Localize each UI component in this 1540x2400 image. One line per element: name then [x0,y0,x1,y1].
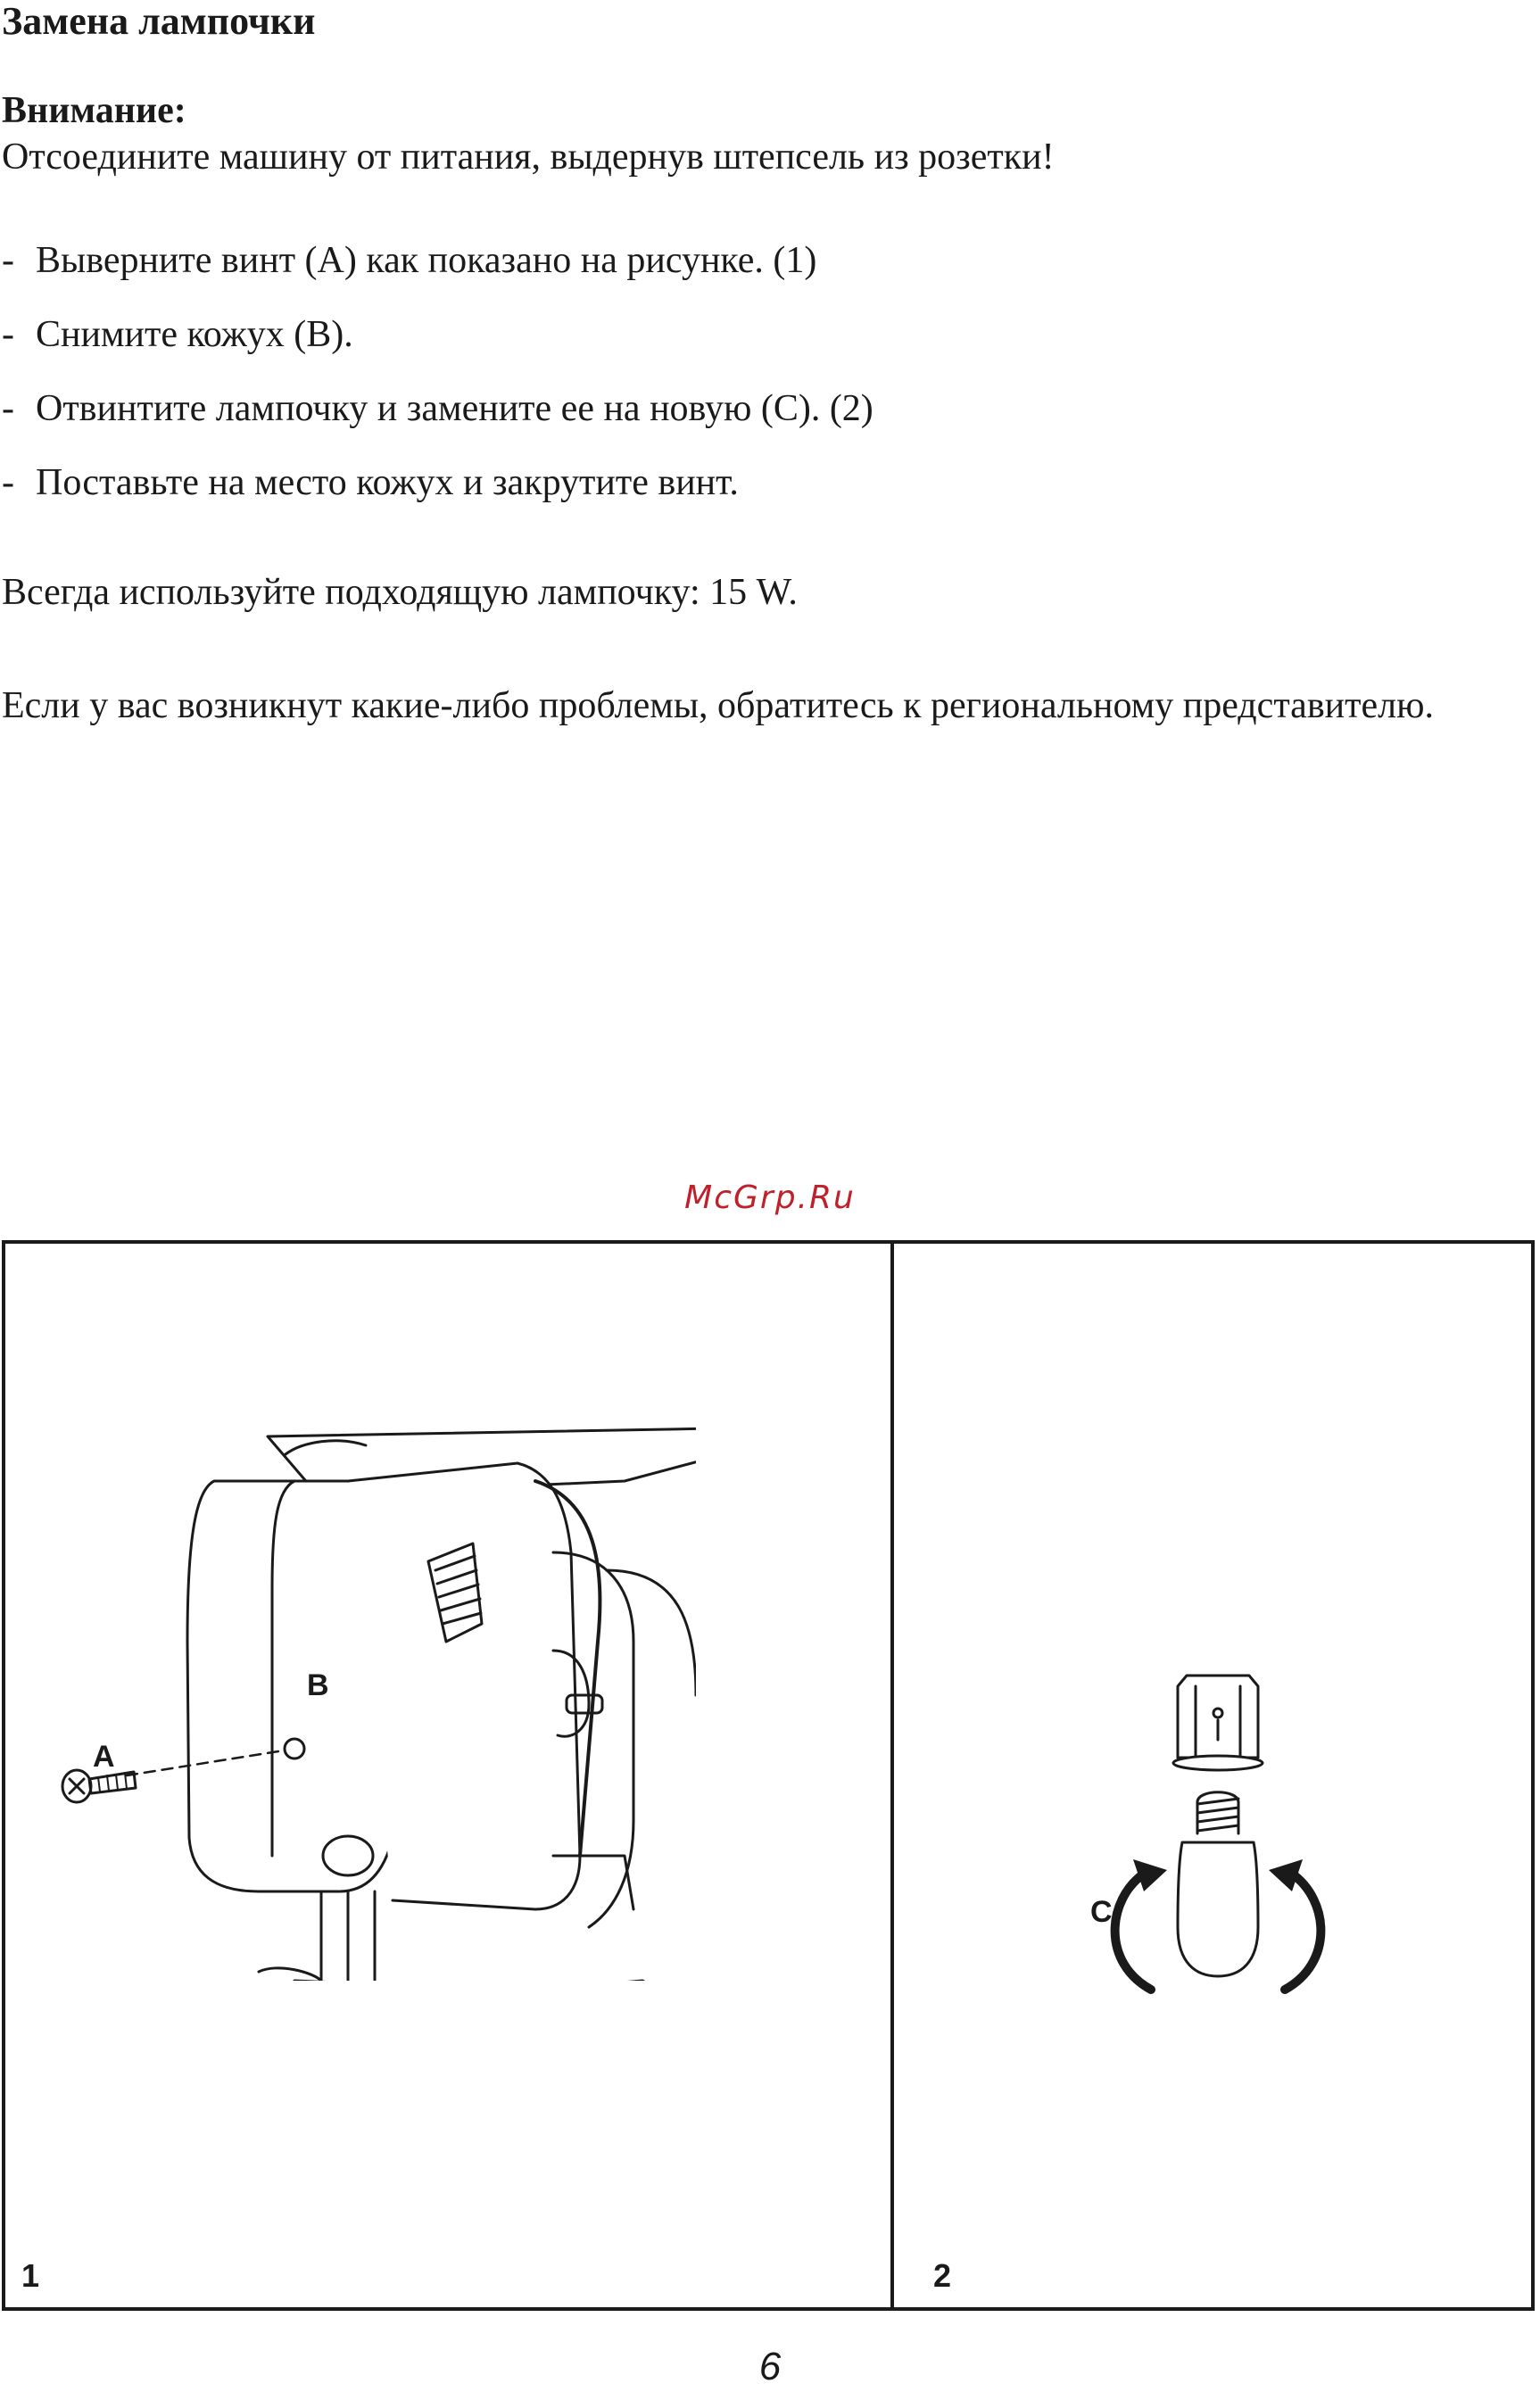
step-item [2,387,873,461]
warning-text: Отсоедините машину от питания, выдернув штепсель из розетки! [2,137,1055,178]
instruction-steps [2,239,873,535]
figure2-label-c: C [1090,1895,1113,1929]
figure-divider [890,1240,894,2311]
figure2-number: 2 [933,2257,952,2294]
bulb-note: Всегда используйте подходящую лампочку: 15 W. [2,572,798,613]
step-dash: - [2,314,14,355]
step-text: Поставьте на место кожух и закрутите винт. [36,462,739,503]
figure1-label-a: A [93,1740,115,1774]
watermark: McGrp.Ru [684,1179,856,1216]
contact-paragraph: Если у вас возникнут какие-либо проблемы, обратитесь к региональному представителю. [2,685,1434,726]
step-item [2,239,873,313]
step-dash: - [2,240,14,281]
step-text: Снимите кожух (B). [36,314,353,355]
step-text: Выверните винт (A) как показано на рисунке. (1) [36,240,817,281]
bulb-illustration [1097,1668,1347,2025]
page-number: 6 [758,2345,782,2388]
page-title: Замена лампочки [2,0,316,43]
figure1-label-b: B [307,1668,329,1702]
step-item [2,461,873,535]
figure1-number: 1 [21,2257,40,2294]
step-dash: - [2,388,14,429]
warning-heading: Внимание: [2,90,186,131]
sewing-machine-illustration [54,1356,696,1981]
step-item [2,313,873,387]
step-dash: - [2,462,14,503]
step-text: Отвинтите лампочку и замените ее на новую (C). (2) [36,388,873,429]
